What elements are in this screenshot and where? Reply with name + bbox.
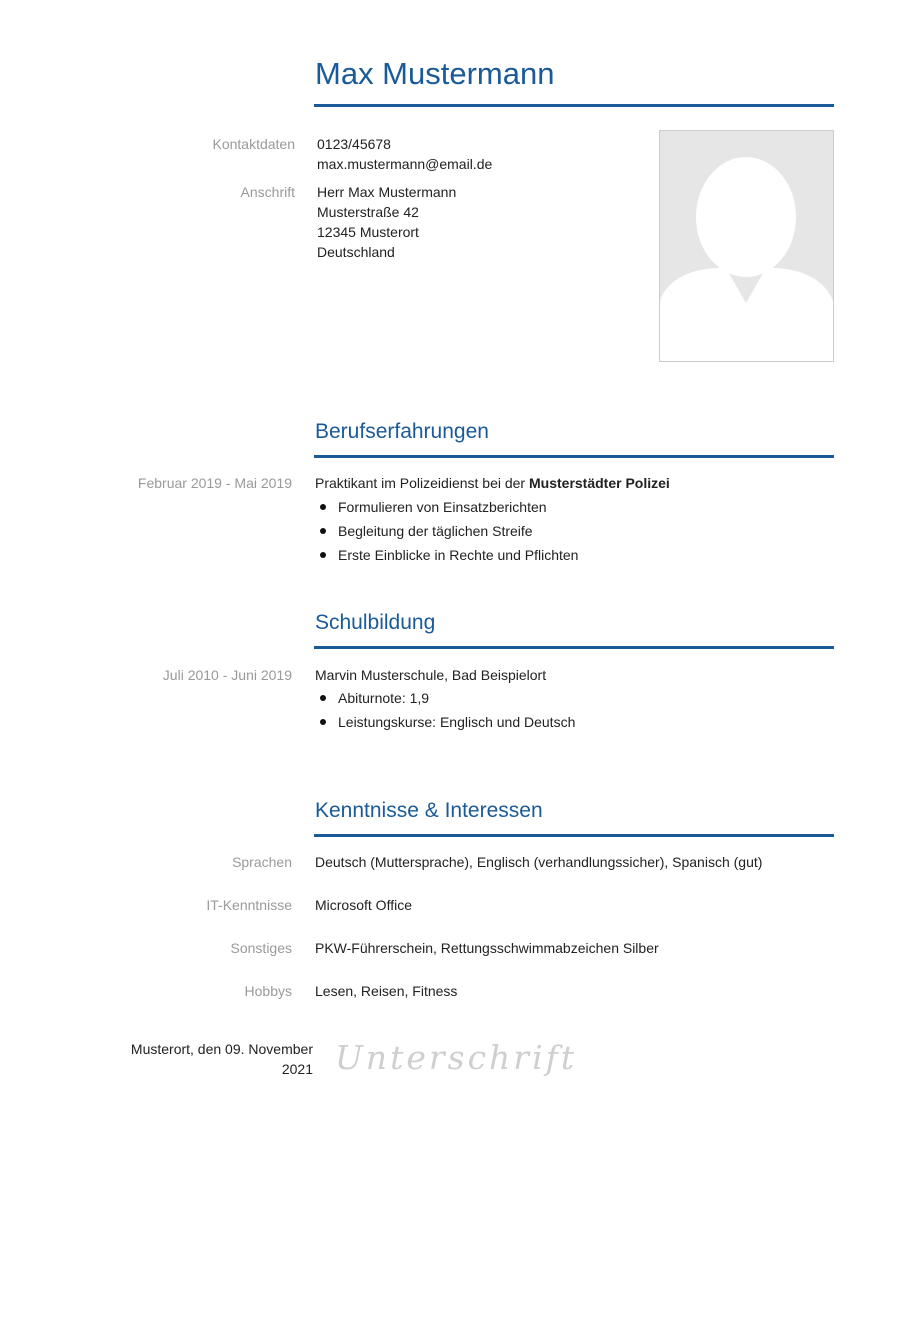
bullet-icon — [320, 552, 326, 558]
experience-period: Februar 2019 - Mai 2019 — [137, 475, 292, 491]
education-divider — [314, 646, 834, 649]
experience-role-prefix: Praktikant im Polizeidienst bei der — [315, 475, 529, 491]
bullet-icon — [320, 528, 326, 534]
place-date: Musterort, den 09. November — [130, 1041, 313, 1057]
list-item-text: Leistungskurse: Englisch und Deutsch — [338, 714, 576, 730]
section-title-education: Schulbildung — [315, 611, 436, 634]
bullet-icon — [320, 695, 326, 701]
address-line: Deutschland — [317, 244, 395, 260]
education-school: Marvin Musterschule, Bad Beispielort — [315, 667, 547, 683]
experience-employer: Musterstädter Polizei — [529, 475, 670, 491]
address-line: Musterstraße 42 — [317, 204, 419, 220]
list-item-text: Abiturnote: 1,9 — [338, 690, 430, 706]
list-item-text: Erste Einblicke in Rechte und Pflichten — [338, 547, 579, 563]
place-date-year: 2021 — [281, 1061, 313, 1077]
list-item — [315, 519, 578, 543]
profile-photo — [659, 130, 834, 362]
bullet-icon — [320, 719, 326, 725]
phone-number: 0123/45678 — [317, 136, 391, 152]
skill-value: PKW-Führerschein, Rettungsschwimmabzeichen Silber — [315, 940, 659, 956]
skill-label: Sprachen — [232, 854, 292, 870]
education-bullet-list — [315, 686, 575, 734]
address-line: Herr Max Mustermann — [317, 184, 457, 200]
section-title-skills: Kenntnisse & Interessen — [315, 799, 543, 822]
skill-value: Microsoft Office — [315, 897, 412, 913]
skill-value: Deutsch (Muttersprache), Englisch (verhandlungssicher), Spanisch (gut) — [315, 854, 763, 870]
skill-label: Sonstiges — [230, 940, 292, 956]
skills-divider — [314, 834, 834, 837]
contact-label: Kontaktdaten — [212, 136, 295, 152]
list-item — [315, 495, 578, 519]
list-item — [315, 710, 575, 734]
list-item — [315, 686, 575, 710]
skill-label: Hobbys — [244, 983, 292, 999]
list-item — [315, 543, 578, 567]
section-title-experience: Berufserfahrungen — [315, 420, 489, 443]
skill-label: IT-Kenntnisse — [206, 897, 292, 913]
experience-role — [315, 473, 670, 493]
skill-value: Lesen, Reisen, Fitness — [315, 983, 458, 999]
email-address: max.mustermann@email.de — [317, 156, 493, 172]
list-item-text: Begleitung der täglichen Streife — [338, 523, 533, 539]
address-label: Anschrift — [240, 184, 295, 200]
education-period: Juli 2010 - Juni 2019 — [162, 667, 292, 683]
bullet-icon — [320, 504, 326, 510]
experience-bullet-list — [315, 495, 578, 567]
name-divider — [314, 104, 834, 107]
address-line: 12345 Musterort — [317, 224, 419, 240]
list-item-text: Formulieren von Einsatzberichten — [338, 499, 547, 515]
avatar-placeholder-icon — [660, 131, 833, 361]
cv-name: Max Mustermann — [315, 56, 555, 91]
experience-divider — [314, 455, 834, 458]
signature: Unterschrift — [335, 1038, 578, 1077]
